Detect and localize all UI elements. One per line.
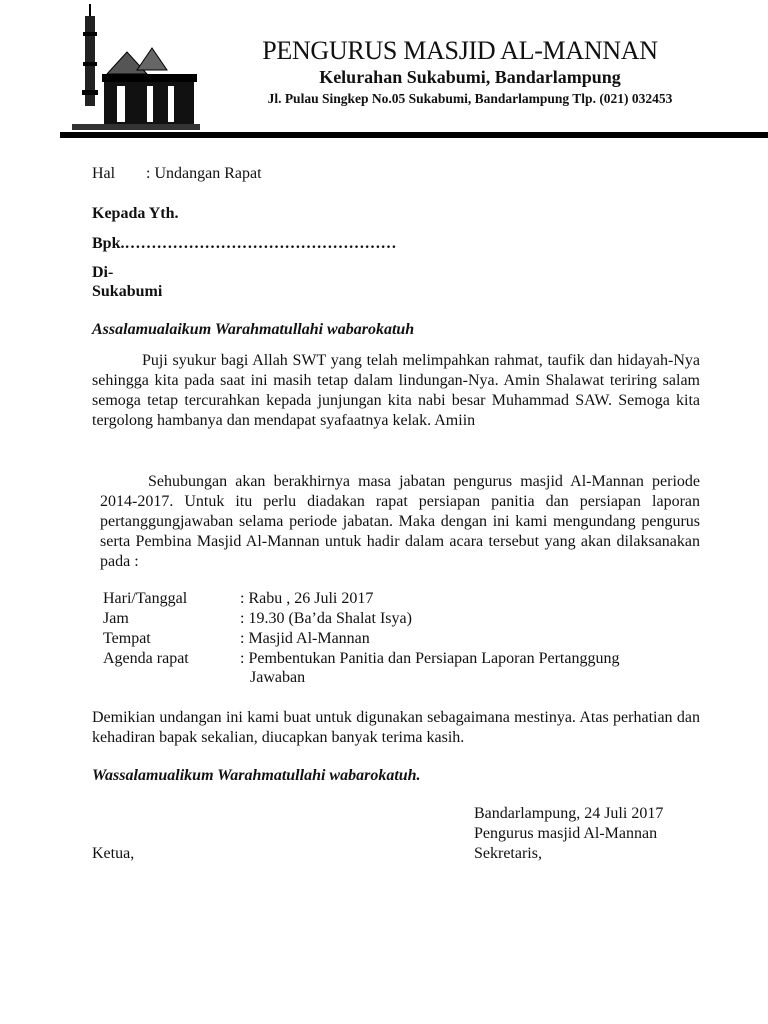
detail-label: Agenda rapat	[103, 650, 189, 667]
organization-address: Jl. Pulau Singkep No.05 Sukabumi, Bandarlampung Tlp. (021) 032453	[267, 91, 673, 106]
signature-sekretaris: Sekretaris,	[474, 845, 542, 862]
farewell: Wassalamualikum Warahmatullahi wabarokatuh.	[92, 767, 421, 784]
detail-row	[103, 609, 703, 629]
greeting: Assalamualaikum Warahmatullahi wabarokatuh	[92, 321, 415, 338]
recipient-bpk: Bpk.……………………………………………	[92, 235, 397, 252]
recipient-di: Di-	[92, 264, 114, 281]
detail-row	[103, 629, 703, 649]
subject-value: : Undangan Rapat	[146, 165, 262, 182]
recipient-place: Sukabumi	[92, 283, 163, 300]
detail-value: : Pembentukan Panitia dan Persiapan Laporan Pertanggung	[240, 650, 620, 667]
detail-value: : 19.30 (Ba’da Shalat Isya)	[240, 610, 412, 627]
organization-subtitle: Kelurahan Sukabumi, Bandarlampung	[319, 67, 621, 87]
closing-paragraph: Demikian undangan ini kami buat untuk digunakan sebagaimana mestinya. Atas perhatian dan kehadiran bapak sekalian, diucapkan banyak terima kasih.	[92, 709, 700, 746]
signature-ketua: Ketua,	[92, 845, 135, 862]
paragraph-2: Sehubungan akan berakhirnya masa jabatan pengurus masjid Al-Mannan periode 2014-2017. Untuk itu perlu diadakan rapat persiapan panitia dan persiapan laporan pertanggungjawaban selama periode jabatan. Maka dengan ini kami mengundang pengurus serta Pembina Masjid Al-Mannan untuk hadir dalam acara tersebut yang akan dilaksanakan pada :	[100, 473, 700, 570]
detail-value: : Masjid Al-Mannan	[240, 630, 370, 647]
subject-label: Hal	[92, 165, 116, 182]
signature-place-date: Bandarlampung, 24 Juli 2017	[474, 805, 664, 822]
letterhead-divider	[60, 132, 768, 138]
detail-value: : Rabu , 26 Juli 2017	[240, 590, 374, 607]
detail-value-continued: Jawaban	[250, 669, 306, 686]
detail-label: Jam	[103, 610, 129, 627]
organization-name: PENGURUS MASJID AL-MANNAN	[262, 36, 658, 65]
detail-row	[103, 589, 703, 609]
detail-label: Tempat	[103, 630, 151, 647]
mosque-logo	[72, 2, 200, 130]
recipient-kepada: Kepada Yth.	[92, 205, 179, 222]
detail-row	[103, 649, 703, 689]
detail-label: Hari/Tanggal	[103, 590, 188, 607]
signature-org: Pengurus masjid Al-Mannan	[474, 825, 658, 842]
paragraph-1: Puji syukur bagi Allah SWT yang telah melimpahkan rahmat, taufik dan hidayah-Nya sehingga kita pada saat ini masih tetap dalam lindungan-Nya. Amin Shalawat teriring salam semoga tetap tercurahkan kepada junjungan kita nabi besar Muhammad SAW. Semoga kita tergolong hambanya dan mendapat syafaatnya kelak. Amiin	[92, 352, 700, 429]
